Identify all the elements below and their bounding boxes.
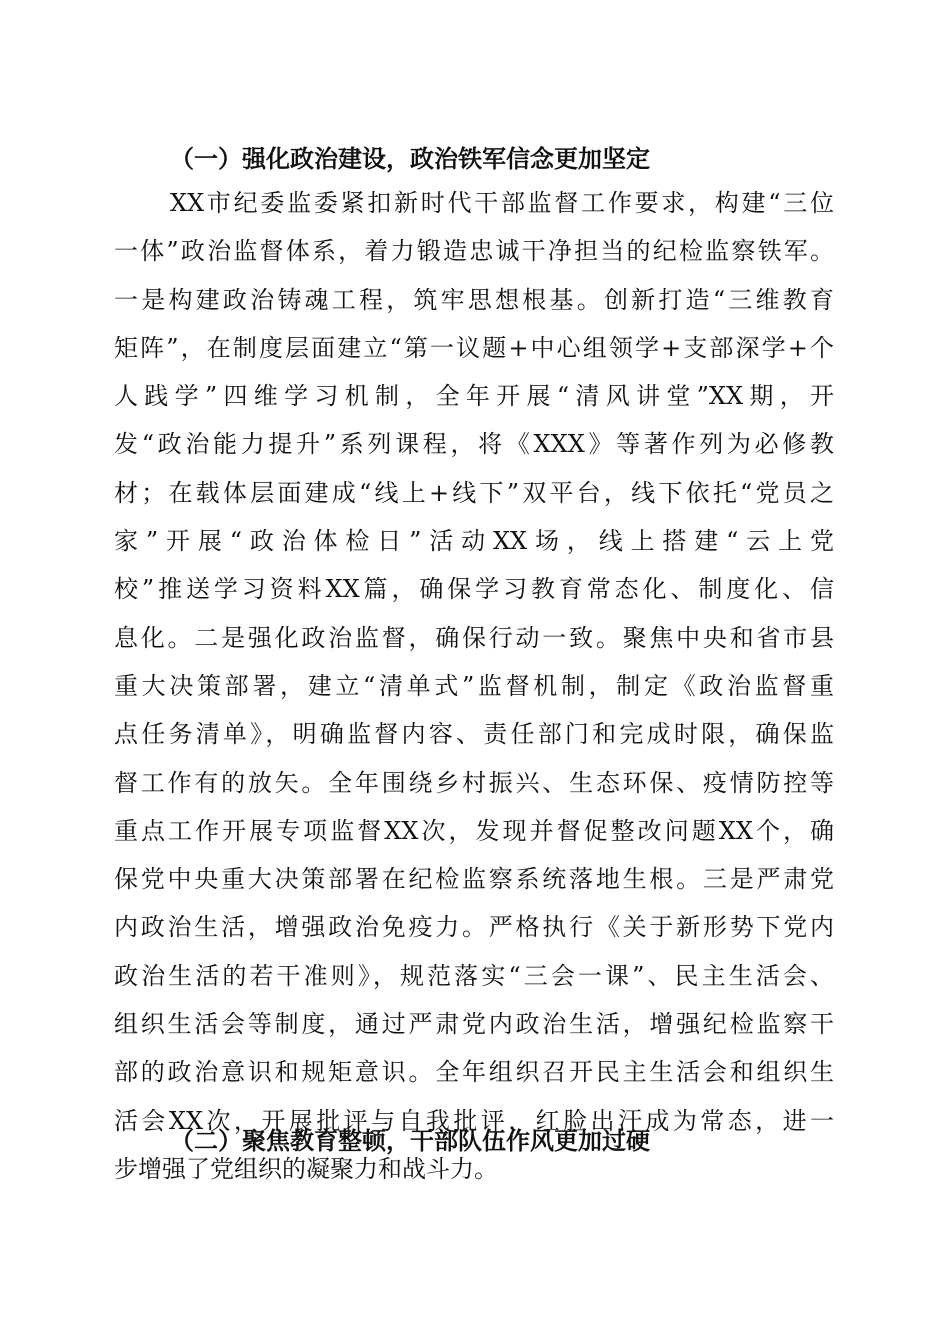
paragraph-body xyxy=(114,187,834,1201)
paragraph-line: 督工作有的放矢。全年围绕乡村振兴、生态环保、疫情防控等 xyxy=(114,768,834,797)
paragraph-line: 人践学”四维学习机制，全年开展“清风讲堂”XX期，开 xyxy=(114,382,834,411)
paragraph-line: 点任务清单》，明确监督内容、责任部门和完成时限，确保监 xyxy=(114,720,834,749)
paragraph-line: 息化。二是强化政治监督，确保行动一致。聚焦中央和省市县 xyxy=(114,623,834,652)
paragraph-line: 家”开展“政治体检日”活动XX场，线上搭建“云上党 xyxy=(114,527,834,556)
paragraph-line: 重大决策部署，建立“清单式”监督机制，制定《政治监督重 xyxy=(114,671,834,700)
paragraph-line: 校”推送学习资料XX篇，确保学习教育常态化、制度化、信 xyxy=(114,575,834,604)
paragraph-line: 政治生活的若干准则》，规范落实“三会一课”、民主生活会、 xyxy=(114,961,834,990)
paragraph-line: 一体”政治监督体系，着力锻造忠诚干净担当的纪检监察铁军。 xyxy=(114,237,834,266)
section-heading-2: （二）聚焦教育整顿，干部队伍作风更加过硬 xyxy=(170,1126,650,1155)
paragraph-line: 发“政治能力提升”系列课程，将《XXX》等著作列为必修教 xyxy=(114,430,834,459)
section-heading-1: （一）强化政治建设，政治铁军信念更加坚定 xyxy=(170,144,650,173)
paragraph-line: 一是构建政治铸魂工程，筑牢思想根基。创新打造“三维教育 xyxy=(114,285,834,314)
paragraph-line: XX市纪委监委紧扣新时代干部监督工作要求，构建“三位 xyxy=(170,189,834,217)
paragraph-line: 部的政治意识和规矩意识。全年组织召开民主生活会和组织生 xyxy=(114,1058,834,1087)
paragraph-line: 步增强了党组织的凝聚力和战斗力。 xyxy=(114,1154,498,1183)
paragraph-line: 重点工作开展专项监督XX次，发现并督促整改问题XX个，确 xyxy=(114,816,834,845)
paragraph-line: 活会XX次，开展批评与自我批评，红脸出汗成为常态，进一 xyxy=(114,1106,834,1135)
paragraph-line: 组织生活会等制度，通过严肃党内政治生活，增强纪检监察干 xyxy=(114,1010,834,1039)
paragraph-line: 材；在载体层面建成“线上+线下”双平台，线下依托“党员之 xyxy=(114,478,834,507)
paragraph-line: 内政治生活，增强政治免疫力。严格执行《关于新形势下党内 xyxy=(114,913,834,942)
paragraph-line: 保党中央重大决策部署在纪检监察系统落地生根。三是严肃党 xyxy=(114,865,834,894)
paragraph-line: 矩阵”，在制度层面建立“第一议题+中心组领学+支部深学+个 xyxy=(114,333,834,362)
